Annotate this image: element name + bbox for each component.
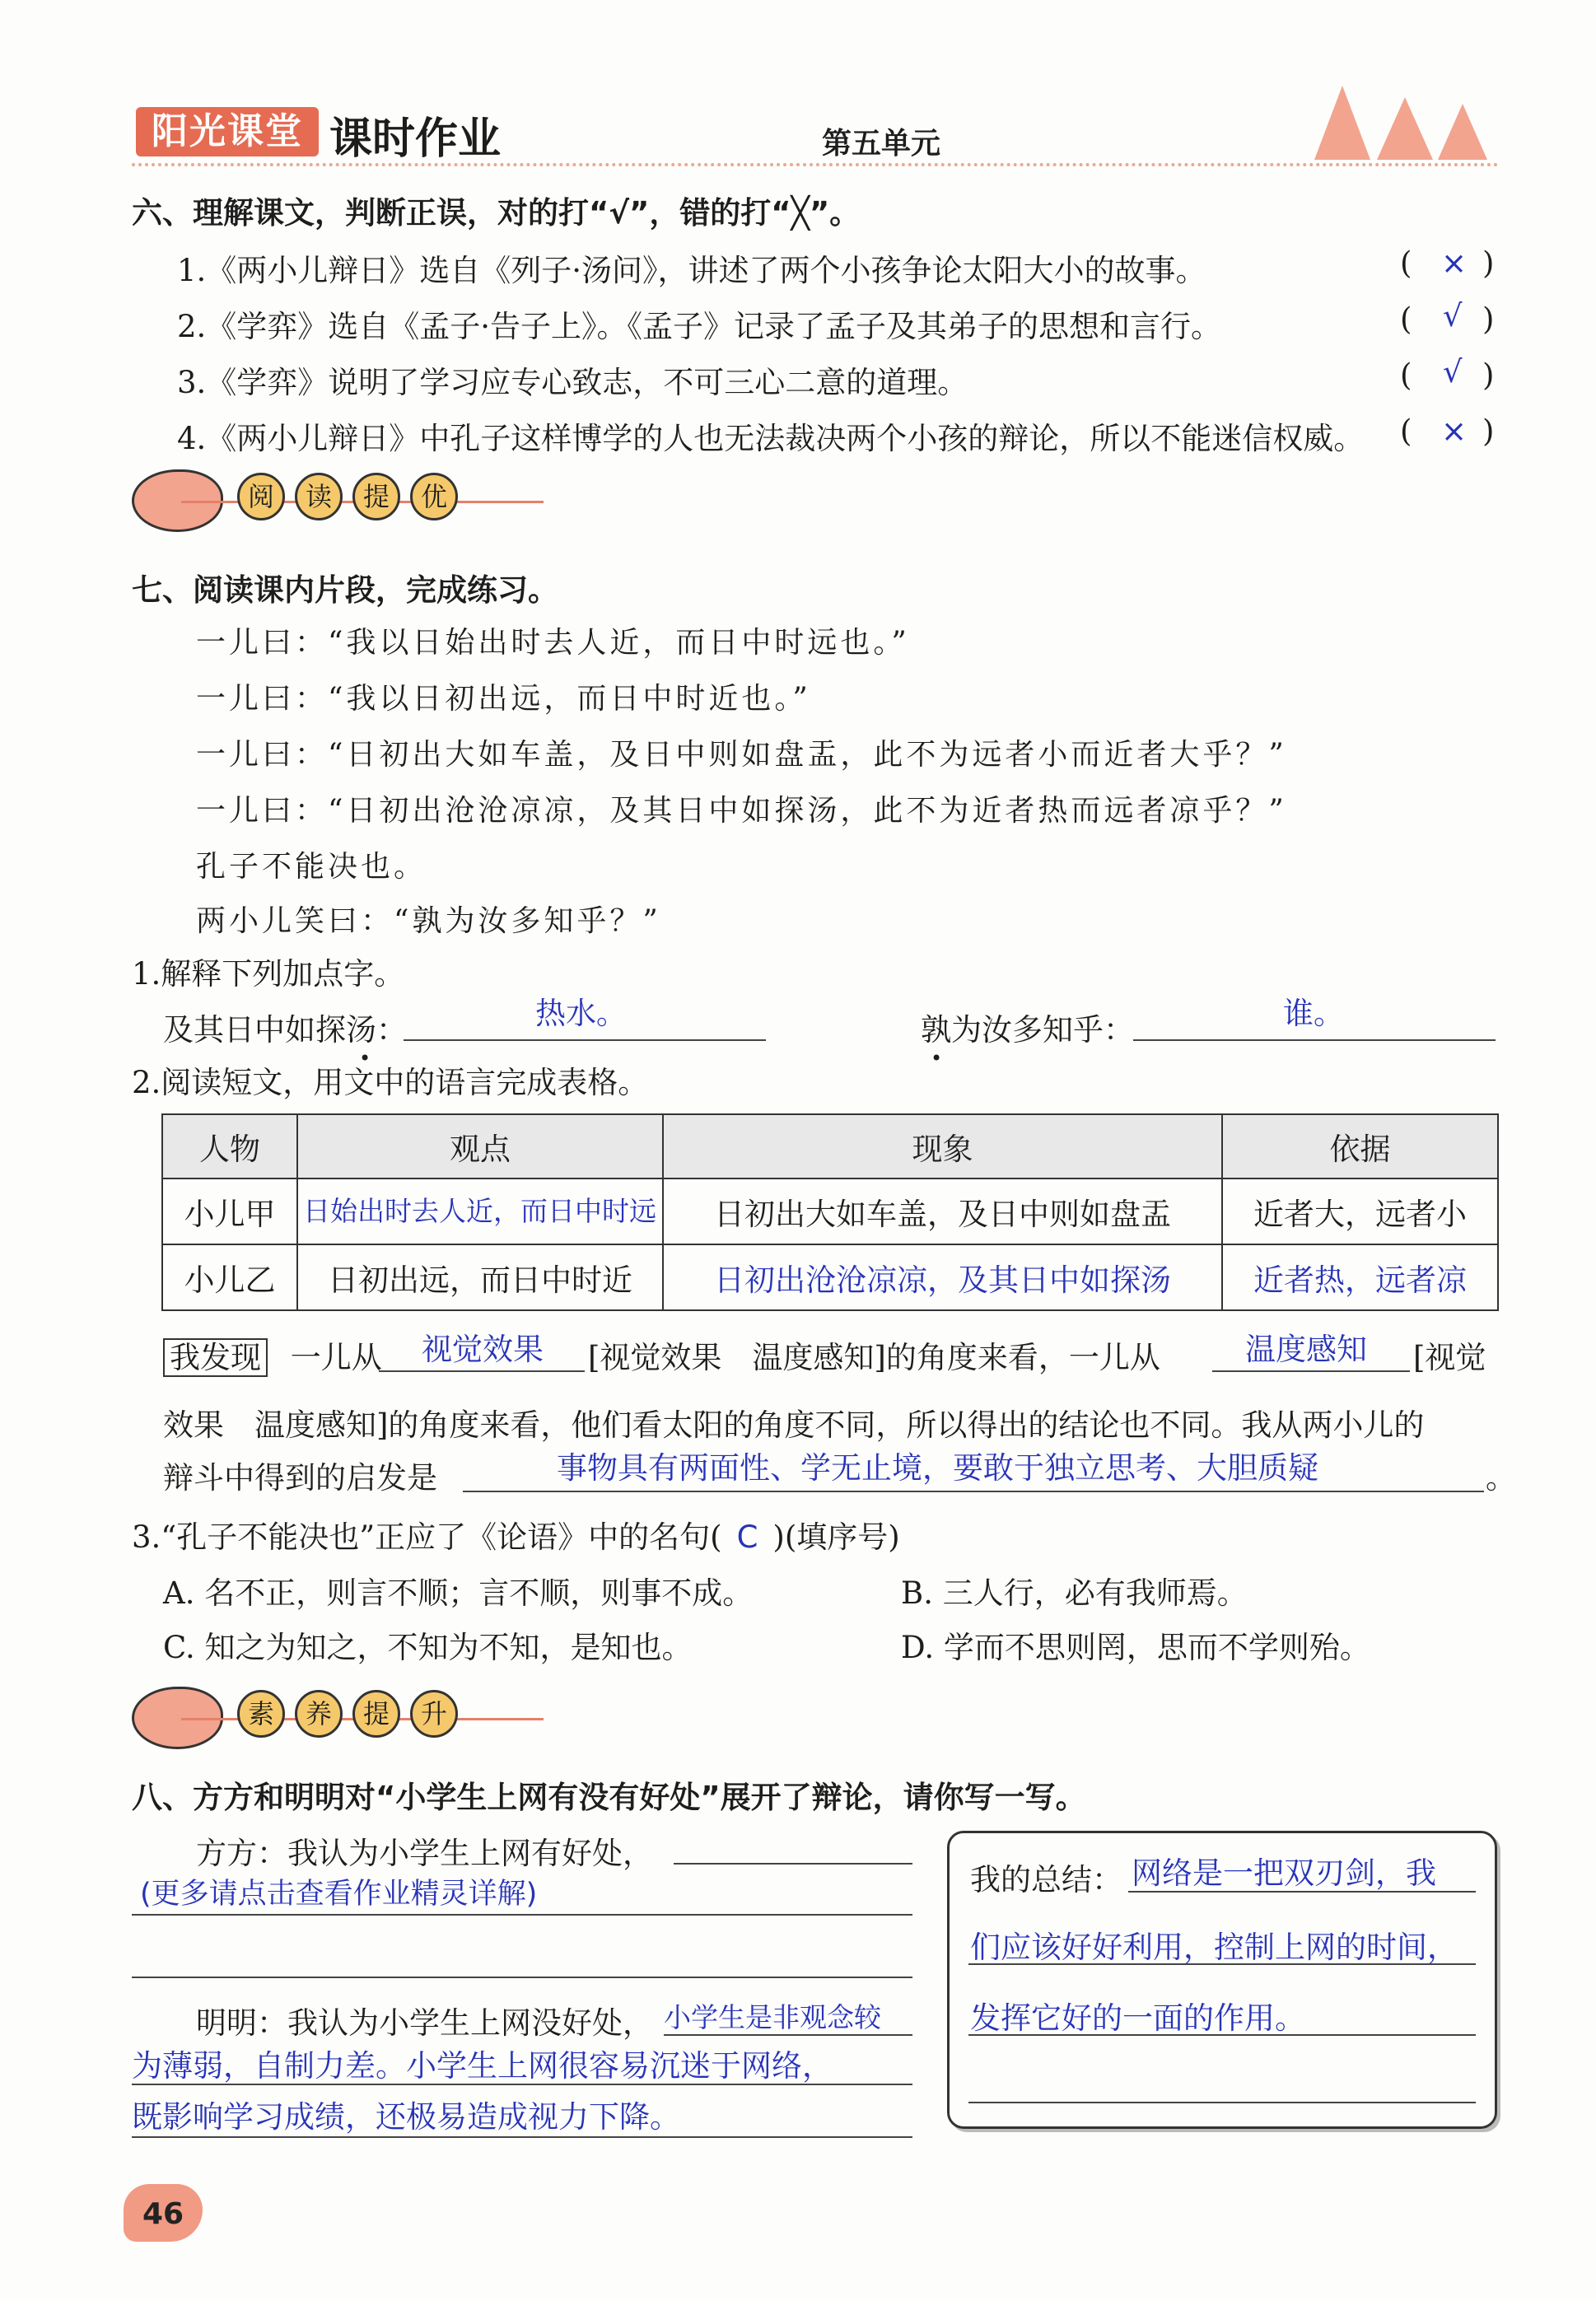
fang-answer: (更多请点击查看作业精灵详解) — [140, 1878, 538, 1911]
ming-label: 明明：我认为小学生上网没好处， — [196, 2005, 653, 2041]
discover-answer-1: 视觉效果 — [422, 1332, 544, 1367]
answer-line — [132, 2136, 912, 2138]
answer-line — [404, 1039, 766, 1041]
table-header: 观点 — [297, 1114, 663, 1179]
answer-line — [968, 1963, 1476, 1965]
q3-answer: C — [736, 1519, 758, 1555]
q1-answer-b: 谁。 — [1283, 996, 1344, 1031]
tree-icon — [1438, 104, 1487, 160]
judge-answer: √ — [1443, 298, 1463, 334]
banner-char: 阅 — [237, 473, 285, 520]
banner-char: 升 — [410, 1690, 458, 1738]
q1-item-b: 孰 • 为汝多知乎： — [921, 1012, 1134, 1070]
passage-line: 一儿曰：“日初出沧沧凉凉，及其日中如探汤，此不为近者热而远者凉乎？” — [196, 794, 1287, 828]
judge-paren: ) — [1482, 245, 1495, 281]
tree-icon — [1314, 86, 1370, 160]
answer-line — [132, 1977, 912, 1978]
summary-label: 我的总结： — [970, 1862, 1122, 1897]
discover-tag: 我发现 — [163, 1338, 268, 1377]
q1-item-a: 及其日中如探汤 • ： — [163, 1012, 407, 1070]
table-cell: 近者大，远者小 — [1222, 1179, 1498, 1244]
discover-line-2: 效果 温度感知]的角度来看，他们看太阳的角度不同，所以得出的结论也不同。我从两小儿的 — [163, 1407, 1425, 1443]
ming-answer: 为薄弱，自制力差。小学生上网很容易沉迷于网络， — [132, 2048, 833, 2084]
section6-title: 六、理解课文，判断正误，对的打“√”，错的打“╳”。 — [132, 195, 861, 231]
passage-line: 一儿曰：“我以日始出时去人近，而日中时远也。” — [196, 626, 910, 660]
ming-answer: 小学生是非观念较 — [664, 2001, 881, 2033]
summary-answer: 网络是一把双刃剑，我 — [1132, 1855, 1436, 1891]
answer-line — [132, 1914, 912, 1916]
answer-line — [1133, 1039, 1496, 1041]
table-row — [162, 1179, 1498, 1244]
banner-char: 素 — [237, 1690, 285, 1738]
reading-banner — [132, 469, 560, 520]
answer-line — [379, 1370, 585, 1372]
summary-answer: 发挥它好的一面的作用。 — [970, 2000, 1305, 2036]
judge-paren: ( — [1400, 413, 1412, 449]
banner-char: 养 — [295, 1690, 343, 1738]
table-header: 现象 — [663, 1114, 1222, 1179]
judge-paren: ) — [1482, 357, 1495, 393]
tree-icon — [1377, 97, 1433, 160]
discover-answer-2: 温度感知 — [1245, 1332, 1367, 1367]
q3-label: 3.“孔子不能决也”正应了《论语》中的名句( C )(填序号) — [132, 1519, 900, 1555]
passage-line: 一儿曰：“我以日初出远，而日中时近也。” — [196, 682, 811, 716]
q2-label: 2.阅读短文，用文中的语言完成表格。 — [132, 1065, 649, 1100]
table-cell: 日初出大如车盖，及日中则如盘盂 — [663, 1179, 1222, 1244]
table-header-row — [162, 1114, 1498, 1179]
q3-option: B. 三人行，必有我师焉。 — [901, 1575, 1248, 1611]
table-cell-answer: 日始出时去人近，而日中时远 — [297, 1179, 663, 1244]
answer-line — [132, 2084, 912, 2085]
literacy-banner — [132, 1687, 560, 1738]
banner-char: 提 — [352, 1690, 400, 1738]
answer-line — [968, 2102, 1476, 2103]
section7-title: 七、阅读课内片段，完成练习。 — [132, 572, 558, 608]
table-header: 人物 — [162, 1114, 297, 1179]
judge-paren: ( — [1400, 301, 1412, 337]
discover-text-3: [视觉 — [1413, 1340, 1486, 1375]
observation-table — [161, 1113, 1499, 1311]
judge-item: 2.《学弈》选自《孟子·告子上》。《孟子》记录了孟子及其弟子的思想和言行。 — [177, 309, 1222, 344]
summary-answer: 们应该好好利用，控制上网的时间， — [970, 1930, 1458, 1965]
passage-line: 两小儿笑曰：“孰为汝多知乎？” — [196, 904, 661, 938]
judge-paren: ) — [1482, 301, 1495, 337]
judge-answer: × — [1441, 245, 1468, 281]
header-divider — [132, 163, 1499, 166]
table-row — [162, 1244, 1498, 1310]
answer-line — [1212, 1370, 1410, 1372]
judge-item: 1.《两小儿辩日》选自《列子·汤问》，讲述了两个小孩争论太阳大小的故事。 — [177, 253, 1206, 288]
judge-paren: ( — [1400, 357, 1412, 393]
q3-option: A. 名不正，则言不顺；言不顺，则事不成。 — [163, 1575, 754, 1611]
table-cell: 日初出远，而日中时近 — [297, 1244, 663, 1310]
q3-option: D. 学而不思则罔，思而不学则殆。 — [901, 1630, 1370, 1665]
fang-label: 方方：我认为小学生上网有好处， — [196, 1836, 653, 1871]
banner-char: 提 — [352, 473, 400, 520]
discover-answer-5: 事物具有两面性、学无止境，要敢于独立思考、大胆质疑 — [557, 1450, 1318, 1486]
brand-badge: 阳光课堂 — [136, 107, 319, 156]
unit-title: 第五单元 — [822, 127, 941, 161]
banner-char: 优 — [410, 473, 458, 520]
judge-answer: √ — [1443, 354, 1463, 390]
answer-line — [1128, 1891, 1476, 1893]
judge-item: 4.《两小儿辩日》中孔子这样博学的人也无法裁决两个小孩的辩论，所以不能迷信权威。 — [177, 421, 1365, 456]
discover-end: 。 — [1486, 1460, 1516, 1496]
table-header: 依据 — [1222, 1114, 1498, 1179]
answer-line — [968, 2034, 1476, 2036]
passage-line: 孔子不能决也。 — [196, 850, 427, 884]
section8-title: 八、方方和明明对“小学生上网有没有好处”展开了辩论，请你写一写。 — [132, 1780, 1086, 1815]
judge-answer: × — [1441, 413, 1468, 449]
judge-item: 3.《学弈》说明了学习应专心致志，不可三心二意的道理。 — [177, 365, 968, 400]
q1-label: 1.解释下列加点字。 — [132, 956, 405, 992]
judge-paren: ( — [1400, 245, 1412, 281]
ming-answer: 既影响学习成绩，还极易造成视力下降。 — [132, 2099, 680, 2135]
answer-line — [463, 1491, 1484, 1492]
passage-line: 一儿曰：“日初出大如车盖，及日中则如盘盂，此不为远者小而近者大乎？” — [196, 738, 1287, 772]
banner-char: 读 — [295, 473, 343, 520]
judge-paren: ) — [1482, 413, 1495, 449]
table-cell: 小儿甲 — [162, 1179, 297, 1244]
page-number: 46 — [124, 2184, 203, 2242]
answer-line — [674, 1863, 912, 1865]
answer-line — [664, 2034, 912, 2036]
discover-text-5: 辩斗中得到的启发是 — [163, 1460, 437, 1496]
table-cell-answer: 近者热，远者凉 — [1222, 1244, 1498, 1310]
discover-text-2: [视觉效果 温度感知]的角度来看，一儿从 — [588, 1340, 1160, 1375]
course-title: 课时作业 — [329, 114, 502, 164]
discover-line-1: 我发现 一儿从 — [163, 1333, 382, 1377]
table-cell: 小儿乙 — [162, 1244, 297, 1310]
q3-option: C. 知之为知之，不知为不知，是知也。 — [163, 1630, 693, 1665]
table-cell-answer: 日初出沧沧凉凉，及其日中如探汤 — [663, 1244, 1222, 1310]
q1-answer-a: 热水。 — [535, 996, 627, 1031]
